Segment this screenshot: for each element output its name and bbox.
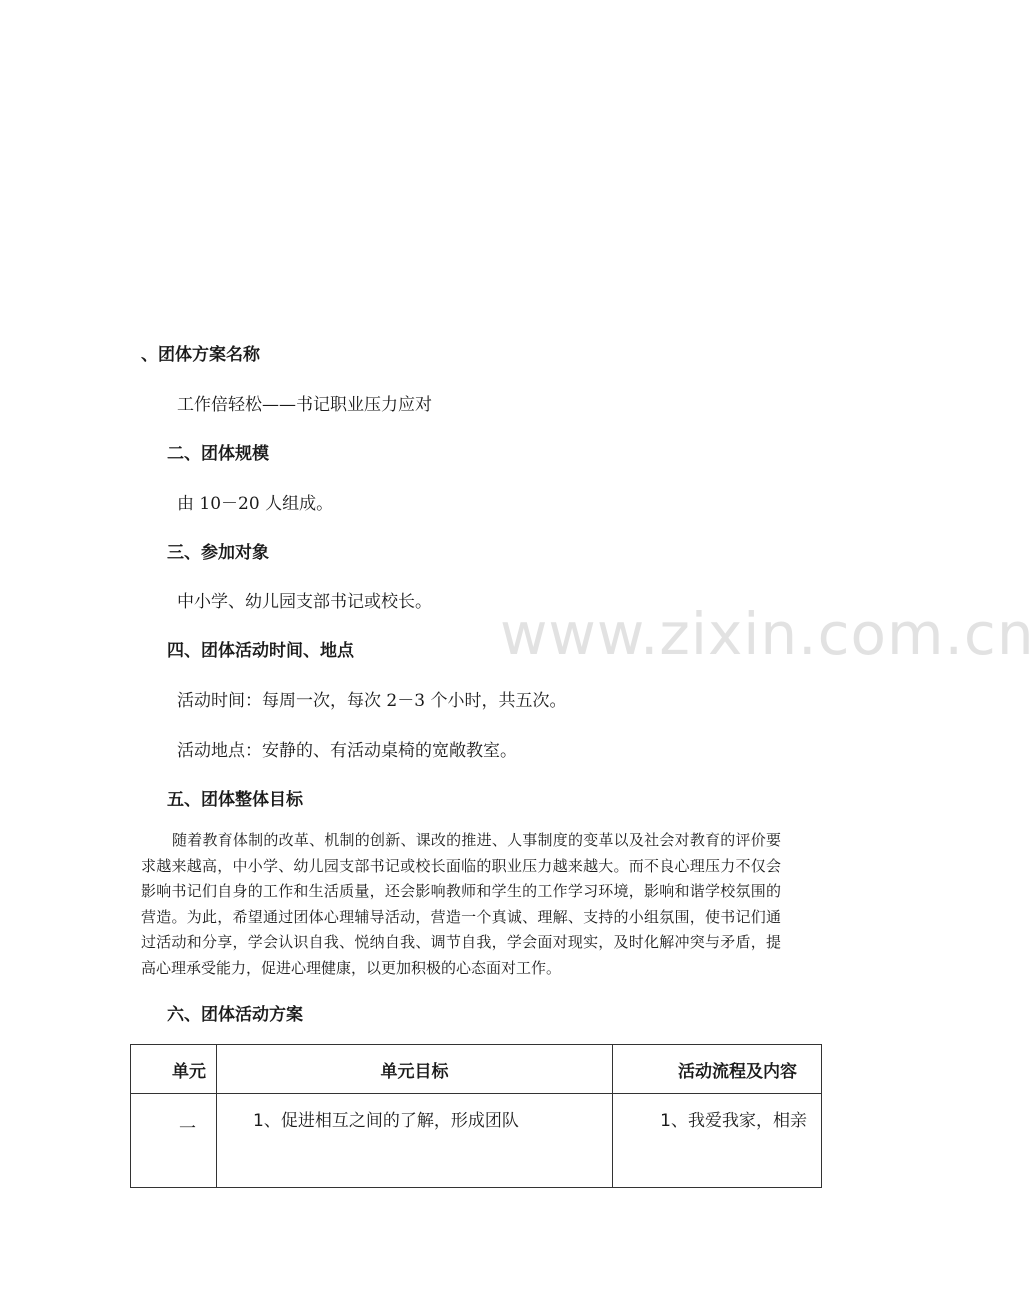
- header-unit-goal: 单元目标: [217, 1045, 613, 1094]
- watermark: www.zixin.com.cn: [500, 600, 1035, 668]
- section-1-heading: 、团体方案名称: [141, 345, 260, 365]
- header-activity-content: 活动流程及内容: [613, 1045, 822, 1094]
- section-3-heading: 三、参加对象: [167, 543, 269, 563]
- section-6-heading: 六、团体活动方案: [167, 1005, 303, 1025]
- cell-unit: 一: [131, 1094, 217, 1188]
- activity-plan-table: [130, 1044, 822, 1188]
- section-2-body: 由 10－20 人组成。: [177, 494, 334, 514]
- table-header-row: [131, 1045, 822, 1094]
- section-3-body: 中小学、幼儿园支部书记或校长。: [177, 592, 432, 612]
- section-5-heading: 五、团体整体目标: [167, 790, 303, 810]
- section-1-body: 工作倍轻松——书记职业压力应对: [177, 395, 432, 415]
- cell-activity-content: 1、我爱我家，相亲: [613, 1094, 822, 1188]
- section-2-heading: 二、团体规模: [167, 444, 269, 464]
- table-row: [131, 1094, 822, 1188]
- header-unit: 单元: [131, 1045, 217, 1094]
- section-4-heading: 四、团体活动时间、地点: [167, 641, 354, 661]
- section-5-body: 随着教育体制的改革、机制的创新、课改的推进、人事制度的变革以及社会对教育的评价要求越来越高，中小学、幼儿园支部书记或校长面临的职业压力越来越大。而不良心理压力不仅会影响书记们自身的工作和生活质量，还会影响教师和学生的工作学习环境，影响和谐学校氛围的营造。为此，希望通过团体心理辅导活动，营造一个真诚、理解、支持的小组氛围，使书记们通过活动和分享，学会认识自我、悦纳自我、调节自我，学会面对现实，及时化解冲突与矛盾，提高心理承受能力，促进心理健康，以更加积极的心态面对工作。: [141, 831, 781, 977]
- cell-unit-goal: 1、促进相互之间的了解，形成团队: [217, 1094, 613, 1188]
- section-4-place: 活动地点：安静的、有活动桌椅的宽敞教室。: [177, 741, 517, 761]
- section-4-time: 活动时间：每周一次，每次 2－3 个小时，共五次。: [177, 691, 567, 711]
